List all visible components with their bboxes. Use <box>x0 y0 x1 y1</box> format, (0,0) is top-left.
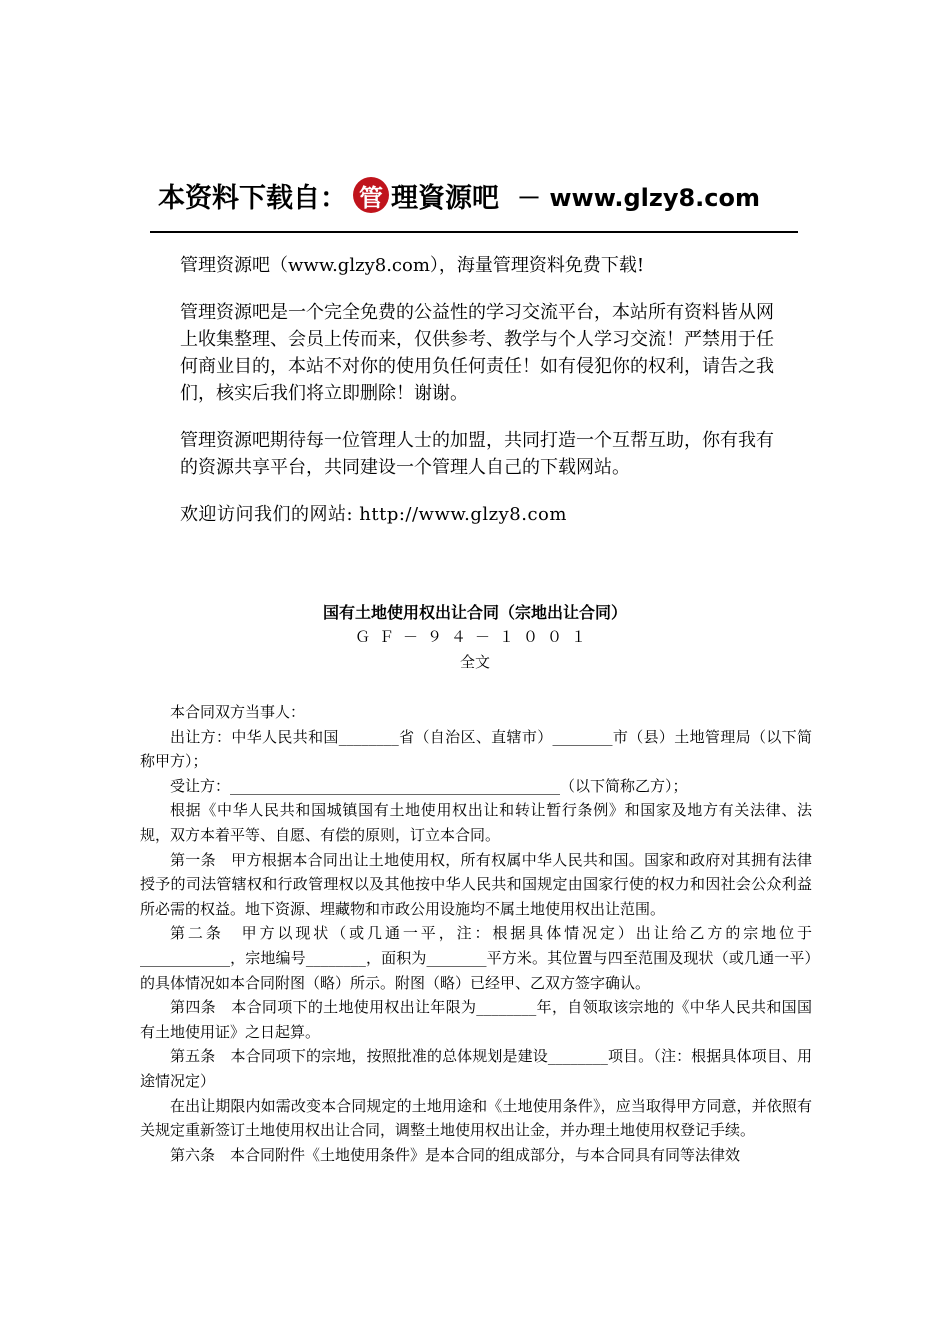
header-divider <box>150 231 798 233</box>
intro-website-line: 欢迎访问我们的网站: http://www.glzy8.com <box>180 504 567 525</box>
banner-brand: 理資源吧 <box>391 182 499 214</box>
contract-paragraph: 第一条 甲方根据本合同出让土地使用权，所有权属中华人民共和国。国家和政府对其拥有法律授予的司法管辖权和行政管理权以及其他按中华人民共和国规定由国家行使的权力和因社会公众利益所必需的权益。地下资源、埋藏物和市政公用设施均不属土地使用权出让范围。 <box>140 850 812 918</box>
site-intro <box>180 252 780 548</box>
banner-prefix: 本资料下载自： <box>158 182 347 214</box>
contract-subtitle: 全文 <box>459 653 490 671</box>
contract-paragraph: 本合同双方当事人： <box>170 703 306 721</box>
contract-paragraph: 第五条 本合同项下的宗地，按照批准的总体规划是建设________项目。（注：根据具体项目、用途情况定） <box>140 1047 812 1090</box>
contract-paragraph: 在出让期限内如需改变本合同规定的土地用途和《土地使用条件》，应当取得甲方同意，并依照有关规定重新签订土地使用权出让合同，调整土地使用权出让金，并办理土地使用权登记手续。 <box>140 1096 812 1140</box>
contract-paragraph: 根据《中华人民共和国城镇国有土地使用权出让和转让暂行条例》和国家及地方有关法律、法规，双方本着平等、自愿、有偿的原则，订立本合同。 <box>140 801 812 844</box>
contract-paragraph: 出让方：中华人民共和国________省（自治区、直辖市）________市（县）土地管理局（以下简称甲方）； <box>140 727 812 771</box>
brand-logo-icon: 管 <box>353 177 389 213</box>
intro-paragraph-3: 管理资源吧期待每一位管理人士的加盟，共同打造一个互帮互助，你有我有的资源共享平台，共同建设一个管理人自己的下载网站。 <box>180 430 774 478</box>
contract-body <box>140 700 812 1167</box>
contract-title: 国有土地使用权出让合同（宗地出让合同） <box>322 603 627 622</box>
download-source-banner <box>158 172 798 218</box>
contract-paragraph: 第四条 本合同项下的土地使用权出让年限为________年，自领取该宗地的《中华人民共和国国有土地使用证》之日起算。 <box>140 998 812 1041</box>
intro-paragraph-1: 管理资源吧（www.glzy8.com），海量管理资料免费下载! <box>180 255 645 276</box>
contract-code: ＧＦ－９４－１００１ <box>354 628 595 646</box>
contract-paragraph: 第二条 甲方以现状（或几通一平，注：根据具体情况定）出让给乙方的宗地位于____________，宗地编号________，面积为________平方米。其位置与四至范围及现状（或几通一平）的具体情况如本合同附图（略）所示。附图（略）已经甲、乙双方签字确认。 <box>140 924 812 992</box>
contract-paragraph: 受让方：____________________________________________（以下简称乙方）； <box>170 776 688 795</box>
contract-paragraph: 第六条 本合同附件《土地使用条件》是本合同的组成部分，与本合同具有同等法律效 <box>170 1145 741 1164</box>
intro-paragraph-2: 管理资源吧是一个完全免费的公益性的学习交流平台，本站所有资料皆从网上收集整理、会员上传而来，仅供参考、教学与个人学习交流！严禁用于任何商业目的，本站不对你的使用负任何责任！如有侵犯你的权利，请告之我们，核实后我们将立即删除！谢谢。 <box>180 302 774 404</box>
banner-url: － www.glzy8.com <box>517 183 761 212</box>
